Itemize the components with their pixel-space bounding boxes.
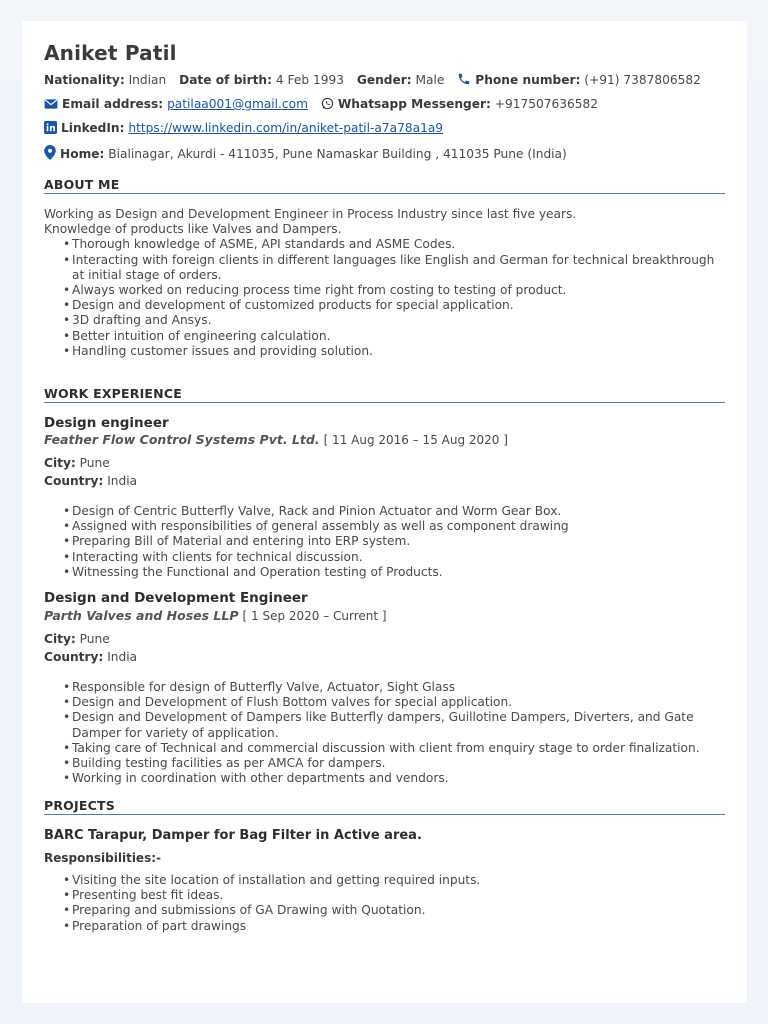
list-item: • Preparing and submissions of GA Drawing with Quotation. <box>63 903 725 918</box>
whatsapp-label: Whatsapp Messenger: <box>337 97 491 111</box>
list-item: • Preparation of part drawings <box>63 919 725 934</box>
list-item: • 3D drafting and Ansys. <box>63 313 725 328</box>
list-item: • Working in coordination with other departments and vendors. <box>63 771 725 786</box>
nationality-value: Indian <box>128 73 167 87</box>
email-label: Email address: <box>62 97 164 111</box>
list-item: • Handling customer issues and providing solution. <box>63 344 725 359</box>
list-item: • Design and Development of Flush Bottom valves for special application. <box>63 695 725 710</box>
dob-value: 4 Feb 1993 <box>275 73 344 87</box>
list-item: • Witnessing the Functional and Operation testing of Products. <box>63 565 725 580</box>
job-country <box>44 474 137 488</box>
job-title: Design engineer <box>44 415 169 431</box>
whatsapp-value: +917507636582 <box>494 97 599 111</box>
employer-line <box>44 432 508 447</box>
dob-label: Date of birth: <box>179 73 272 87</box>
list-item: • Taking care of Technical and commercial discussion with client from enquiry stage to order finalization. <box>63 741 725 756</box>
job-bullets <box>44 680 725 786</box>
list-item: • Assigned with responsibilities of general assembly as well as component drawing <box>63 519 725 534</box>
phone-icon <box>457 72 471 90</box>
list-item: • Better intuition of engineering calculation. <box>63 329 725 344</box>
home-row <box>44 145 567 164</box>
home-value: Bialinagar, Akurdi - 411035, Pune Namaskar Building , 411035 Pune (India) <box>108 147 567 161</box>
list-item: • Interacting with foreign clients in different languages like English and German for technical breakthrough at initial stage of orders. <box>63 253 725 283</box>
job-title: Design and Development Engineer <box>44 590 308 606</box>
employer-line <box>44 608 387 623</box>
candidate-name: Aniket Patil <box>44 41 177 65</box>
work-section-title: WORK EXPERIENCE <box>44 386 725 403</box>
list-item: • Thorough knowledge of ASME, API standards and ASME Codes. <box>63 237 725 252</box>
phone-value: (+91) 7387806582 <box>584 73 701 87</box>
job-city <box>44 632 110 646</box>
list-item: • Building testing facilities as per AMCA for dampers. <box>63 756 725 771</box>
envelope-icon <box>44 98 58 114</box>
email-link[interactable]: patilaa001@gmail.com <box>167 97 308 111</box>
country-value: India <box>107 474 138 488</box>
employer-name: Feather Flow Control Systems Pvt. Ltd. <box>44 432 320 447</box>
about-line: Knowledge of products like Valves and Dampers. <box>44 222 342 237</box>
list-item: • Interacting with clients for technical discussion. <box>63 550 725 565</box>
country-label: Country: <box>44 650 104 664</box>
job-country <box>44 650 137 664</box>
linkedin-row <box>44 120 443 138</box>
job-city <box>44 456 110 470</box>
resume-page <box>22 21 747 1003</box>
phone-label: Phone number: <box>475 73 581 87</box>
project-title: BARC Tarapur, Damper for Bag Filter in Active area. <box>44 828 422 843</box>
about-bullet-list <box>44 237 725 359</box>
list-item: • Preparing Bill of Material and entering into ERP system. <box>63 534 725 549</box>
gender-value: Male <box>415 73 445 87</box>
city-value: Pune <box>79 632 110 646</box>
list-item: • Design and Development of Dampers like Butterfly dampers, Guillotine Dampers, Diverters, and Gate Damper for variety of application. <box>63 710 725 740</box>
job-bullets <box>44 504 725 580</box>
city-label: City: <box>44 456 76 470</box>
list-item: • Design of Centric Butterfly Valve, Rack and Pinion Actuator and Worm Gear Box. <box>63 504 725 519</box>
whatsapp-icon <box>321 97 334 114</box>
location-pin-icon <box>44 145 56 164</box>
about-section-title: ABOUT ME <box>44 177 725 194</box>
country-label: Country: <box>44 474 104 488</box>
employment-dates: [ 1 Sep 2020 – Current ] <box>242 609 387 623</box>
city-label: City: <box>44 632 76 646</box>
projects-section-title: PROJECTS <box>44 798 725 815</box>
country-value: India <box>107 650 138 664</box>
city-value: Pune <box>79 456 110 470</box>
personal-info-row <box>44 72 701 90</box>
list-item: • Visiting the site location of installation and getting required inputs. <box>63 873 725 888</box>
project-bullets <box>44 873 725 934</box>
contact-row <box>44 96 598 114</box>
nationality-label: Nationality: <box>44 73 125 87</box>
responsibilities-label: Responsibilities:- <box>44 851 161 865</box>
about-line: Working as Design and Development Engineer in Process Industry since last five years. <box>44 207 577 221</box>
list-item: • Design and development of customized products for special application. <box>63 298 725 313</box>
employment-dates: [ 11 Aug 2016 – 15 Aug 2020 ] <box>323 433 508 447</box>
list-item: • Always worked on reducing process time right from costing to testing of product. <box>63 283 725 298</box>
about-section <box>44 207 725 359</box>
gender-label: Gender: <box>356 73 412 87</box>
home-label: Home: <box>60 147 105 161</box>
linkedin-icon <box>44 121 57 138</box>
employer-name: Parth Valves and Hoses LLP <box>44 608 239 623</box>
linkedin-label: LinkedIn: <box>61 121 125 135</box>
list-item: • Presenting best fit ideas. <box>63 888 725 903</box>
linkedin-link[interactable]: https://www.linkedin.com/in/aniket-patil-a7a78a1a9 <box>128 121 444 135</box>
list-item: • Responsible for design of Butterfly Valve, Actuator, Sight Glass <box>63 680 725 695</box>
